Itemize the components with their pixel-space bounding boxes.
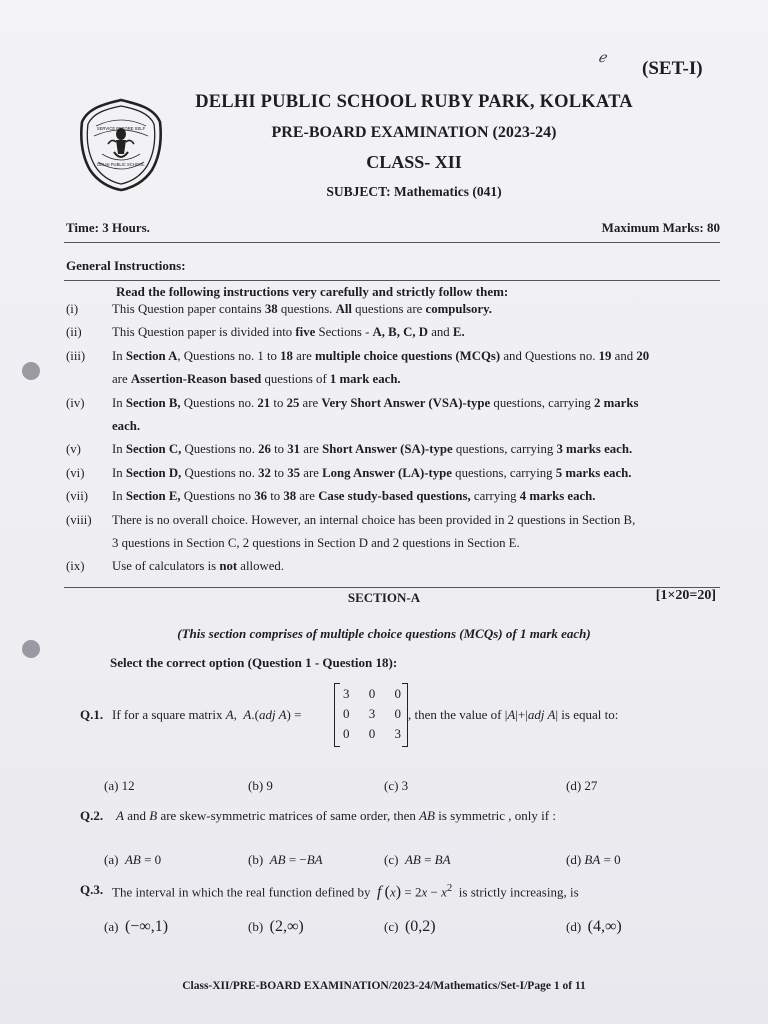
exam-title: PRE-BOARD EXAMINATION (2023-24) (271, 124, 557, 141)
select-instruction: Select the correct option (Question 1 - Question 18): (110, 655, 398, 670)
time-label: Time: 3 Hours. (66, 220, 150, 235)
divider (64, 587, 720, 588)
general-instructions-heading: General Instructions: (66, 258, 186, 273)
punch-hole (22, 362, 40, 380)
school-name: DELHI PUBLIC SCHOOL RUBY PARK, KOLKATA (195, 92, 633, 112)
q1-option-c: (c) 3 (384, 778, 409, 793)
matrix-row: 3 0 0 (343, 686, 401, 701)
set-label: (SET-I) (642, 58, 703, 79)
instruction-text: This Question paper contains 38 questions. All questions are compulsory. (112, 302, 492, 316)
instruction-text: In Section E, Questions no 36 to 38 are Case study-based questions, carrying 4 marks each. (112, 489, 596, 504)
instruction-number: (iii) (66, 348, 86, 363)
section-a-description: (This section comprises of multiple choice questions (MCQs) of 1 mark each) (177, 626, 591, 641)
q2-option-d: (d) BA = 0 (566, 852, 621, 867)
q1-option-d: (d) 27 (566, 778, 598, 793)
question-number: Q.1. (80, 707, 104, 722)
question-2 (80, 808, 103, 824)
q1-suffix: , then the value of |A|+|adj A| is equal to: (408, 707, 619, 722)
divider (64, 280, 720, 281)
q3-option-c: (c) (0,2) (384, 918, 436, 935)
question-number: Q.3. (80, 882, 104, 897)
max-marks-label: Maximum Marks: 80 (601, 220, 720, 235)
handwritten-mark: ℯ (598, 51, 607, 66)
instruction-number: (v) (66, 442, 81, 457)
svg-text:DELHI PUBLIC SCHOOL: DELHI PUBLIC SCHOOL (97, 162, 145, 167)
instruction-number: (ix) (66, 559, 85, 574)
q2-option-c: (c) AB = BA (384, 852, 451, 867)
instruction-number: (viii) (66, 512, 92, 527)
matrix-row: 0 3 0 (343, 706, 401, 721)
instruction-number: (vii) (66, 489, 89, 504)
q2-option-b: (b) AB = −BA (248, 852, 323, 867)
q3-option-a: (a) (−∞,1) (104, 918, 169, 935)
q3-option-b: (b) (2,∞) (248, 918, 304, 935)
instruction-text: There is no overall choice. However, an internal choice has been provided in 2 questions in Section B, 3 questions in Section C, 2 questions in Section D and 2 questions in Section E. (112, 512, 636, 550)
punch-hole (22, 640, 40, 658)
svg-text:SERVICE BEFORE SELF: SERVICE BEFORE SELF (96, 126, 146, 131)
instructions-list (66, 298, 726, 578)
q1-matrix (334, 684, 408, 746)
instructions-lead: Read the following instructions very carefully and strictly follow them: (116, 284, 509, 299)
q1-prefix: If for a square matrix A, A.(adj A) = (112, 707, 302, 722)
class-label: CLASS- XII (366, 152, 462, 172)
instruction-text: In Section D, Questions no. 32 to 35 are Long Answer (LA)-type questions, carrying 5 marks each. (112, 465, 632, 480)
instruction-text: This Question paper is divided into five Sections - A, B, C, D and E. (112, 325, 465, 340)
divider (64, 242, 720, 243)
section-a-marks: [1×20=20] (655, 588, 716, 603)
section-a-title: SECTION-A (347, 590, 421, 605)
instruction-text: In Section C, Questions no. 26 to 31 are Short Answer (SA)-type questions, carrying 3 marks each. (112, 442, 633, 457)
instruction-number: (i) (66, 302, 79, 316)
instruction-text: Use of calculators is not allowed. (112, 559, 285, 574)
matrix-row: 0 0 3 (343, 726, 401, 741)
q1-option-a: (a) 12 (104, 778, 135, 793)
page-footer: Class-XII/PRE-BOARD EXAMINATION/2023-24/Mathematics/Set-I/Page 1 of 11 (182, 980, 586, 992)
q3-option-d: (d) (4,∞) (566, 918, 622, 935)
question-1 (80, 707, 103, 723)
q3-text: The interval in which the real function defined by f $(x) = 2x - x^2$ is strictly increasing, is (112, 882, 579, 901)
question-3 (80, 882, 103, 898)
subject-label: SUBJECT: Mathematics (041) (326, 184, 502, 199)
q2-option-a: (a) AB = 0 (104, 852, 162, 867)
q2-text: A and B are skew-symmetric matrices of same order, then AB is symmetric , only if : (116, 808, 556, 823)
instruction-number: (ii) (66, 325, 82, 340)
instruction-text: In Section B, Questions no. 21 to 25 are Very Short Answer (VSA)-type questions, carrying 2 marks each. (112, 395, 639, 433)
q1-option-b: (b) 9 (248, 778, 273, 793)
instruction-number: (iv) (66, 395, 85, 410)
instruction-text: In Section A, Questions no. 1 to 18 are multiple choice questions (MCQs) and Questions no. 19 and 20 are Assertion-Reason based questions of 1 mark each. (112, 348, 650, 386)
question-number: Q.2. (80, 808, 104, 823)
instruction-number: (vi) (66, 465, 85, 480)
